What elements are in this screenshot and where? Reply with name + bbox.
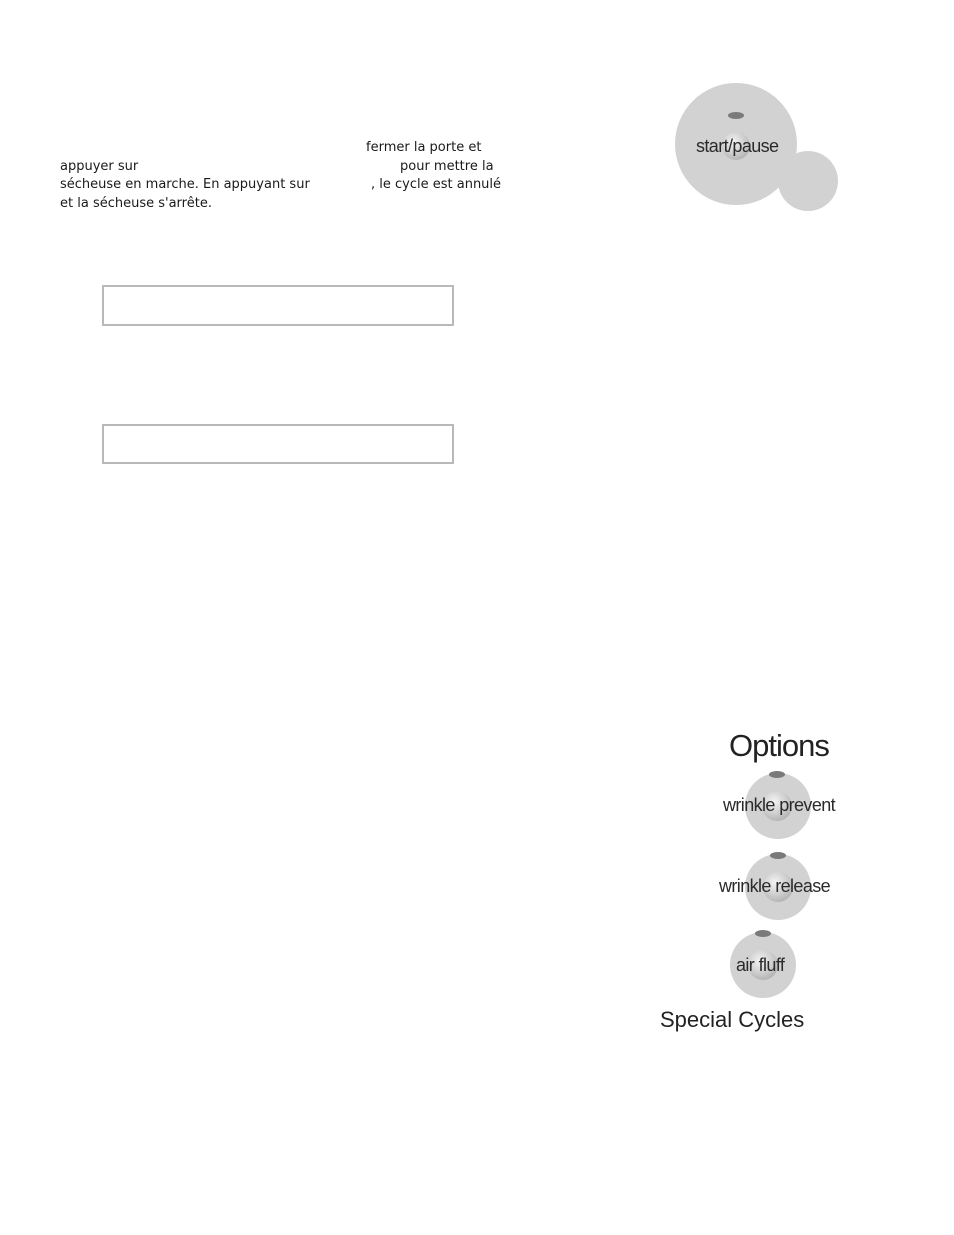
wrinkle-prevent-label: wrinkle prevent [723,795,836,815]
secondary-disc [778,151,838,211]
wrinkle-prevent-indicator-light [769,771,785,778]
instruction-line4: et la sécheuse s'arrête. [60,196,212,211]
instruction-line3-left: sécheuse en marche. En appuyant sur [60,177,310,192]
instruction-line3-right: , le cycle est annulé [371,177,502,192]
instruction-line2-left: appuyer sur [60,159,139,174]
instruction-line1-right: fermer la porte et [366,140,482,155]
air-fluff-label: air fluff [736,955,785,975]
start-pause-label: start/pause [696,136,779,156]
note-box-1 [102,285,454,326]
air-fluff-indicator-light [755,930,771,937]
instruction-line2-right: pour mettre la [400,159,494,174]
start-pause-indicator-light [728,112,744,119]
wrinkle-release-indicator-light [770,852,786,859]
wrinkle-release-label: wrinkle release [719,876,831,896]
special-cycles-title: Special Cycles [660,1007,805,1032]
options-title: Options [729,728,829,763]
note-box-2 [102,424,454,464]
